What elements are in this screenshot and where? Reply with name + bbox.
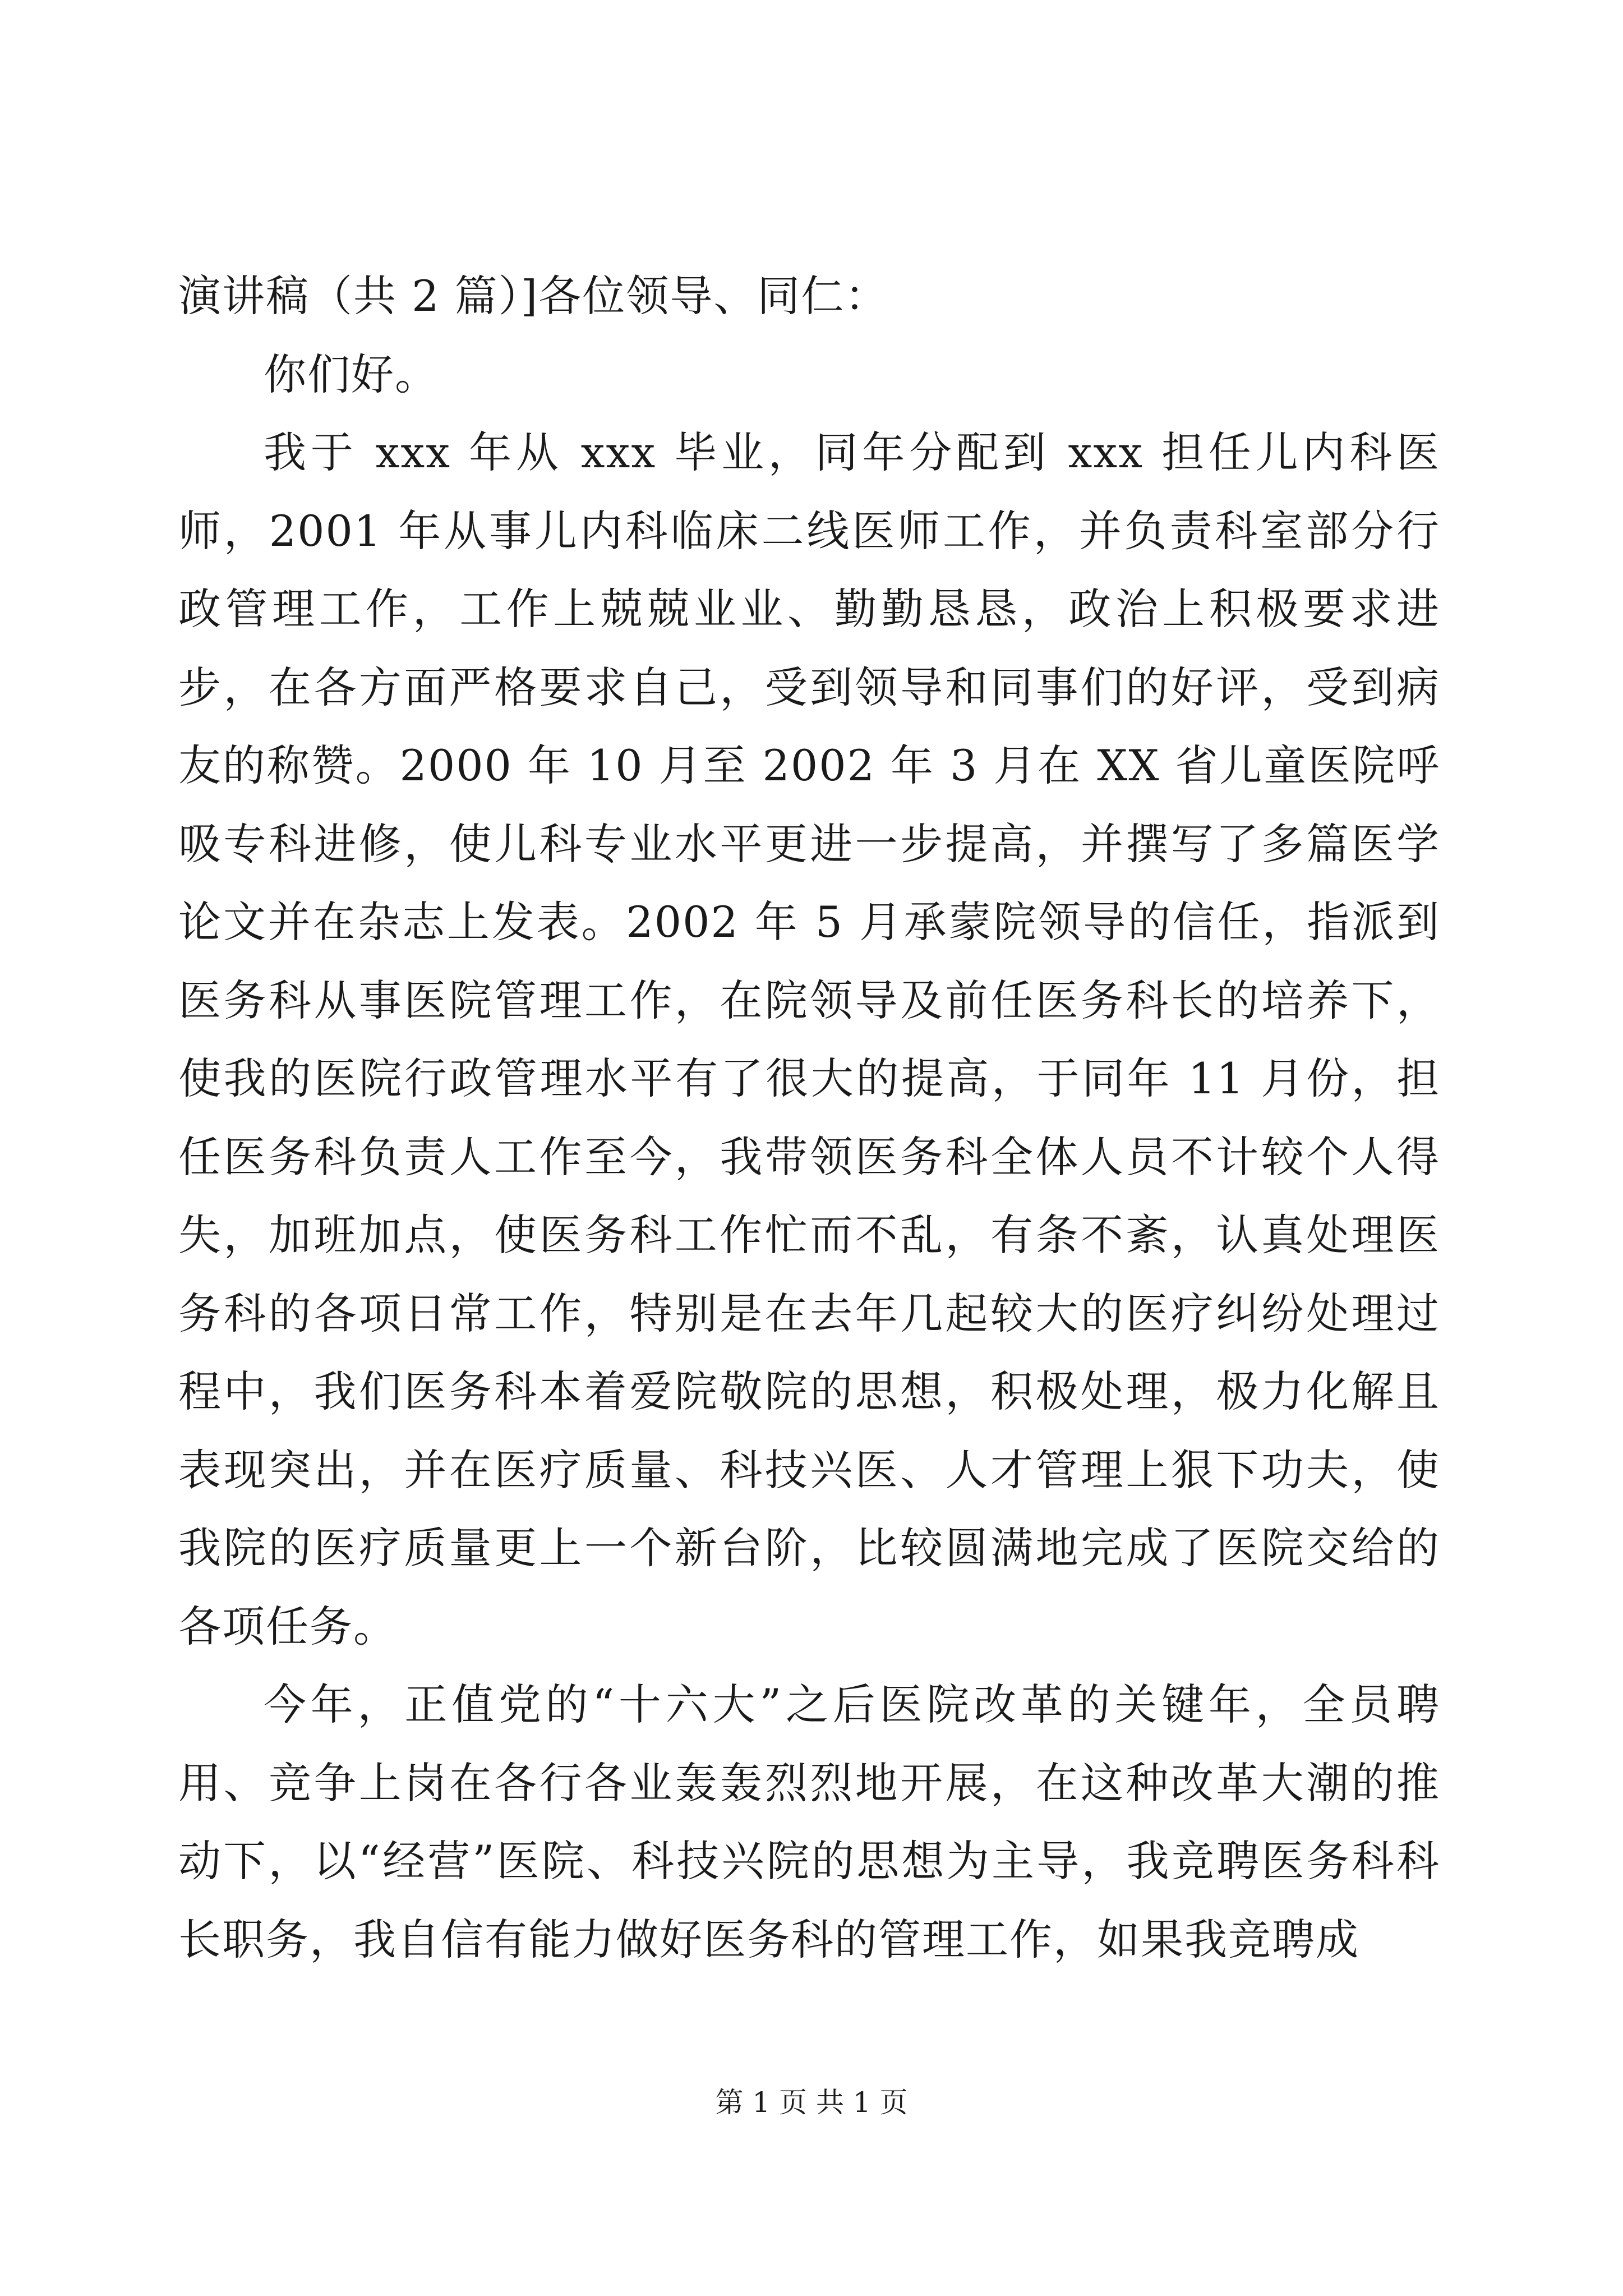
page-number-footer: 第 1 页 共 1 页 bbox=[715, 2086, 908, 2119]
paragraph-greeting: 你们好。 bbox=[264, 349, 439, 399]
paragraph-motivation: 今年，正值党的“十六大”之后医院改革的关键年，全员聘用、竞争上岗在各行各业轰轰烈烈地开展，在这种改革大潮的推动下，以“经营”医院、科技兴院的思想为主导，我竞聘医务科科长职务，我自信有能力做好医务科的管理工作，如果我竞聘成 bbox=[178, 1680, 1440, 1964]
paragraph-experience: 我于 xxx 年从 xxx 毕业，同年分配到 xxx 担任儿内科医师，2001 年从事儿内科临床二线医师工作，并负责科室部分行政管理工作，工作上兢兢业业、勤勤恳恳，政治上积极要求进步，在各方面严格要求自己，受到领导和同事们的好评，受到病友的称赞。2000 年 10 月至 2002 年 3 月在 XX 省儿童医院呼吸专科进修，使儿科专业水平更进一步提高，并撰写了多篇医学论文并在杂志上发表。2002 年 5 月承蒙院领导的信任，指派到医务科从事医院管理工作，在院领导及前任医务科长的培养下，使我的医院行政管理水平有了很大的提高，于同年 11 月份，担任医务科负责人工作至今，我带领医务科全体人员不计较个人得失，加班加点，使医务科工作忙而不乱，有条不紊，认真处理医务科的各项日常工作，特别是在去年几起较大的医疗纠纷处理过程中，我们医务科本着爱院敬院的思想，积极处理，极力化解且表现突出，并在医疗质量、科技兴医、人才管理上狠下功夫，使我院的医疗质量更上一个新台阶，比较圆满地完成了医院交给的各项任务。 bbox=[178, 427, 1440, 1651]
paragraph-title: 演讲稿（共 2 篇）]各位领导、同仁： bbox=[178, 271, 889, 321]
document-body bbox=[178, 257, 1440, 1978]
